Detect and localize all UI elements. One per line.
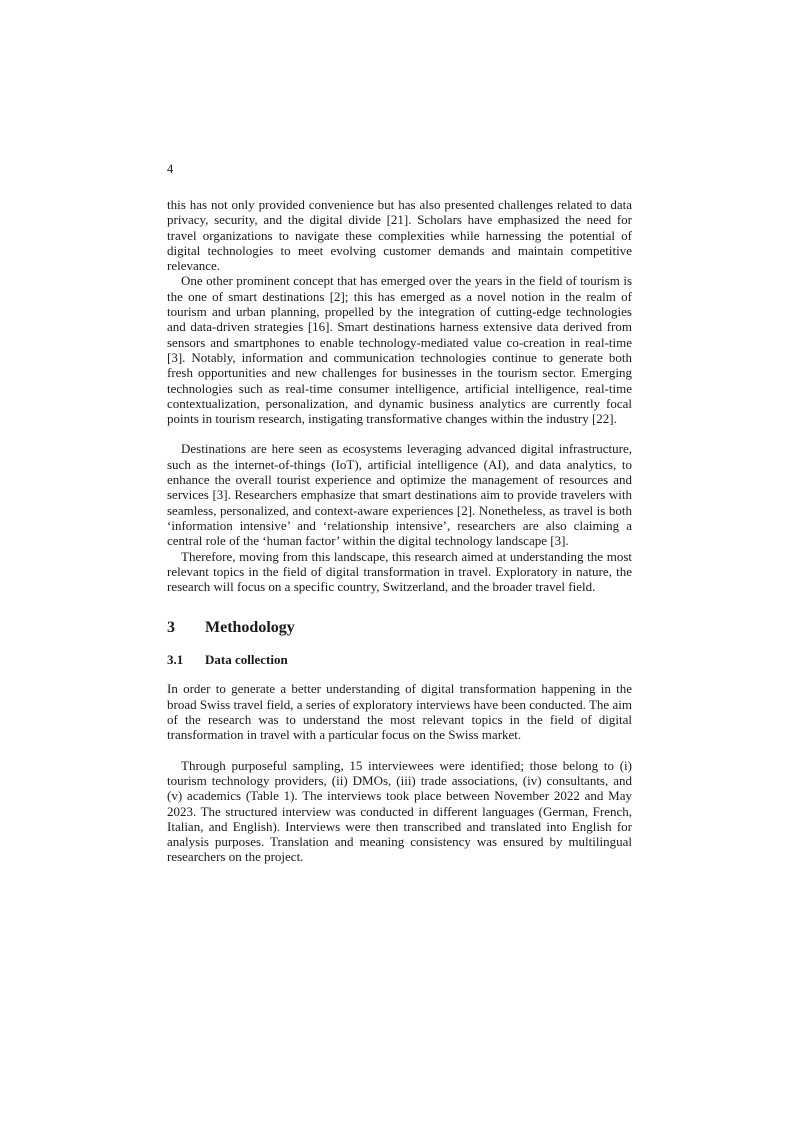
subsection-number: 3.1 xyxy=(167,652,184,668)
body-text xyxy=(167,197,632,865)
paragraph-intro-4: Therefore, moving from this landscape, this research aimed at understanding the most relevant topics in the field of digital transformation in travel. Exploratory in nature, the research will focus on a specific country, Switzerland, and the broader travel field. xyxy=(167,548,632,595)
paragraph-intro-2: One other prominent concept that has emerged over the years in the field of tourism is the one of smart destinations [2]; this has emerged as a novel notion in the realm of tourism and urban planning, propelled by the integration of cutting-edge technologies and data-driven strategies [16]. Smart destinations harness extensive data derived from sensors and smartphones to enable technology-mediated value co-creation in real-time [3]. Notably, information and communication technologies continue to generate both fresh opportunities and new challenges for businesses in the tourism sector. Emerging technologies such as real-time consumer intelligence, artificial intelligence, real-time contextualization, personalization, and dynamic business analytics are currently focal points in tourism research, instigating transformative changes within the industry [22]. xyxy=(167,273,632,427)
paragraph-intro-1: this has not only provided convenience but has also presented challenges related to data privacy, security, and the digital divide [21]. Scholars have emphasized the need for travel organizations to navigate these complexities while harnessing the potential of digital technologies to meet evolving customer demands and maintain competitive relevance. xyxy=(167,197,632,274)
page-number: 4 xyxy=(167,162,174,176)
paragraph-method-1: In order to generate a better understanding of digital transformation happening in the broad Swiss travel field, a series of exploratory interviews have been conducted. The aim of the research was to understand the most relevant topics in the field of digital transformation in travel with a particular focus on the Swiss market. xyxy=(167,681,632,743)
section-heading xyxy=(167,618,632,638)
section-number: 3 xyxy=(167,619,175,637)
paragraph-method-2: Through purposeful sampling, 15 interviewees were identified; those belong to (i) tourism technology providers, (ii) DMOs, (iii) trade associations, (iv) consultants, and (v) academics (Table 1). The interviews took place between November 2022 and May 2023. The structured interview was conducted in different languages (German, French, Italian, and English). Interviews were then transcribed and translated into English for analysis purposes. Translation and meaning consistency was ensured by multilingual researchers on the project. xyxy=(167,757,632,865)
subsection-title: Data collection xyxy=(205,652,288,668)
subsection-heading xyxy=(167,652,632,668)
section-title: Methodology xyxy=(205,619,295,637)
paragraph-intro-3: Destinations are here seen as ecosystems leveraging advanced digital infrastructure, such as the internet-of-things (IoT), artificial intelligence (AI), and data analytics, to enhance the overall tourist experience and optimize the management of resources and services [3]. Researchers emphasize that smart destinations aim to provide travelers with seamless, personalized, and context-aware experiences [2]. Nonetheless, as travel is both ‘information intensive’ and ‘relationship intensive’, researchers are also claiming a central role of the ‘human factor’ within the digital technology landscape [3]. xyxy=(167,441,632,549)
